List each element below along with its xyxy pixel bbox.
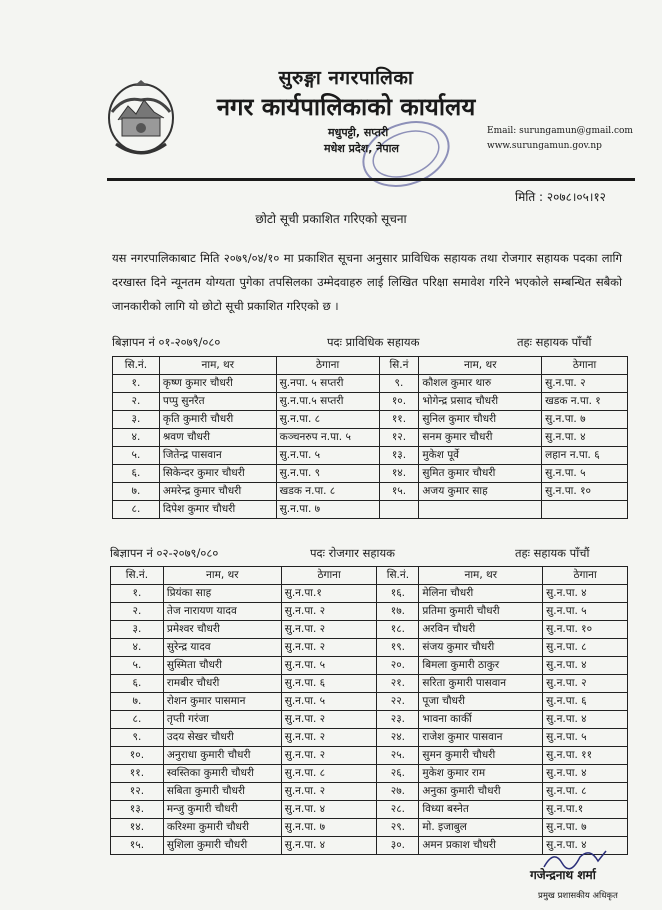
- table-cell: सुरेन्द्र यादव: [163, 639, 281, 657]
- table-cell: २४.: [377, 729, 419, 747]
- table-cell: १३.: [379, 447, 419, 465]
- table-cell: २१.: [377, 675, 419, 693]
- table-cell: सु.न.पा. ७: [276, 501, 379, 519]
- table-cell: सु.नपा. ५ सप्तरी: [276, 375, 379, 393]
- table-cell: सु.न.पा. ५: [543, 603, 628, 621]
- table-row: [111, 603, 628, 621]
- table-cell: तेज नारायण यादव: [163, 603, 281, 621]
- table-cell: सु.न.पा.१: [281, 585, 377, 603]
- table-cell: सु.न.पा. २: [543, 675, 628, 693]
- table-cell: सु.न.पा. ९: [276, 465, 379, 483]
- column-header: ठेगाना: [543, 567, 628, 585]
- table-cell: कञ्चनरुप न.पा. ५: [276, 429, 379, 447]
- table-row: [111, 585, 628, 603]
- table-cell: २७.: [377, 783, 419, 801]
- table-cell: सु.न.पा. १०: [543, 621, 628, 639]
- table-cell: जितेन्द्र पासवान: [159, 447, 276, 465]
- table-cell: अनुका कुमारी चौधरी: [419, 783, 543, 801]
- table-cell: सु.न.पा. ६: [281, 675, 377, 693]
- table-row: [111, 657, 628, 675]
- table-cell: सु.न.पा. ८: [281, 765, 377, 783]
- table-cell: सु.न.पा. ५: [276, 447, 379, 465]
- notice-body: यस नगरपालिकाबाट मिति २०७९/०४/१० मा प्रकाशित सूचना अनुसार प्राविधिक सहायक तथा रोजगार सहायक पदका लागि दरखास्त दिने न्यूनतम योग्यता पुगेका तपसिलका उम्मेदवाहरु लाई लिखित परिक्षा समावेश गरिने भएकोले सम्बन्धित सबैको जानकारीको लागि यो छोटो सूची प्रकाशित गरिएको छ ।: [112, 251, 622, 313]
- table-cell: १३.: [111, 801, 164, 819]
- table-cell: सुमित कुमार चौधरी: [419, 465, 542, 483]
- table2-level: तहः सहायक पाँचौं: [515, 546, 590, 560]
- column-header: सि.नं.: [377, 567, 419, 585]
- organization-name: सुरुङ्गा नगरपालिका: [278, 67, 414, 89]
- table2-ad-number: बिज्ञापन नं ०२-२०७९/०८०: [110, 546, 219, 560]
- table-cell: सु.न.पा. ४: [543, 837, 628, 855]
- table-cell: २५.: [377, 747, 419, 765]
- table2-shortlist: [110, 566, 628, 855]
- table-cell: ८.: [111, 711, 164, 729]
- table-cell: स्वस्तिका कुमारी चौधरी: [163, 765, 281, 783]
- table-cell: तृप्ती गरंजा: [163, 711, 281, 729]
- table-cell: सु.न.पा. २: [281, 639, 377, 657]
- notice-date: मिति : २०७८।०५।१२: [515, 190, 606, 204]
- table-cell: उदय सेखर चौधरी: [163, 729, 281, 747]
- table-cell: सु.न.पा. ४: [281, 801, 377, 819]
- signatory-name: गजेन्द्रनाथ शर्मा: [530, 868, 596, 882]
- table-cell: संजय कुमार चौधरी: [419, 639, 543, 657]
- table-cell: ३०.: [377, 837, 419, 855]
- table1-level: तहः सहायक पाँचौं: [517, 335, 592, 349]
- column-header: ठेगाना: [276, 357, 379, 375]
- table-cell: रोशन कुमार पासमान: [163, 693, 281, 711]
- table-cell: पूजा चौधरी: [419, 693, 543, 711]
- table-row: [111, 747, 628, 765]
- table-cell: विध्या बस्नेत: [419, 801, 543, 819]
- table-cell: सु.न.पा. ७: [542, 411, 628, 429]
- table-cell: सु.न.पा. ६: [543, 693, 628, 711]
- table-cell: सु.न.पा. ८: [543, 639, 628, 657]
- table2-header-row: [111, 567, 628, 585]
- table-row: [111, 639, 628, 657]
- table-cell: [419, 501, 542, 519]
- table-cell: सु.न.पा. २: [281, 603, 377, 621]
- column-header: नाम, थर: [419, 357, 542, 375]
- table-cell: १०.: [379, 393, 419, 411]
- table-row: [111, 693, 628, 711]
- column-header: नाम, थर: [419, 567, 543, 585]
- table-cell: सबिता कुमारी चौधरी: [163, 783, 281, 801]
- table1-shortlist: [112, 356, 628, 519]
- table-cell: १८.: [377, 621, 419, 639]
- table-cell: भावना कार्की: [419, 711, 543, 729]
- table-cell: ५.: [113, 447, 160, 465]
- column-header: नाम, थर: [163, 567, 281, 585]
- table-cell: सनम कुमार चौधरी: [419, 429, 542, 447]
- table1-header-row: [113, 357, 628, 375]
- table-row: [111, 819, 628, 837]
- table-cell: २.: [111, 603, 164, 621]
- table-cell: सुस्मिता चौधरी: [163, 657, 281, 675]
- table-row: [113, 393, 628, 411]
- table-cell: सु.न.पा. ८: [276, 411, 379, 429]
- website-text: www.surungamun.gov.np: [487, 141, 602, 151]
- table-cell: १४.: [111, 819, 164, 837]
- table-cell: कौशल कुमार थारु: [419, 375, 542, 393]
- table-cell: सुशिला कुमारी चौधरी: [163, 837, 281, 855]
- table-cell: सिकेन्दर कुमार चौधरी: [159, 465, 276, 483]
- table-row: [111, 765, 628, 783]
- table-cell: ६.: [113, 465, 160, 483]
- table-row: [111, 783, 628, 801]
- table-cell: मो. इजाबुल: [419, 819, 543, 837]
- table-cell: ३.: [111, 621, 164, 639]
- table-cell: मन्जु कुमारी चौधरी: [163, 801, 281, 819]
- notice-subject: छोटो सूची प्रकाशित गरिएको सूचना: [255, 212, 407, 226]
- table-row: [111, 675, 628, 693]
- column-header: नाम, थर: [159, 357, 276, 375]
- table-cell: ११.: [379, 411, 419, 429]
- table-row: [113, 429, 628, 447]
- column-header: ठेगाना: [542, 357, 628, 375]
- table-cell: मुकेश पूर्वे: [419, 447, 542, 465]
- table-cell: सु.न.पा. ४: [281, 837, 377, 855]
- table-cell: ३.: [113, 411, 160, 429]
- table-cell: ७.: [113, 483, 160, 501]
- table-cell: भोगेन्द्र प्रसाद चौधरी: [419, 393, 542, 411]
- table-row: [113, 411, 628, 429]
- table-cell: २०.: [377, 657, 419, 675]
- address-line-2: मधेश प्रदेश, नेपाल: [324, 142, 399, 155]
- table-cell: अरविन चौधरी: [419, 621, 543, 639]
- column-header: ठेगाना: [281, 567, 377, 585]
- table-cell: सुमन कुमारी चौधरी: [419, 747, 543, 765]
- column-header: सि.नं: [379, 357, 419, 375]
- table-row: [113, 465, 628, 483]
- table-cell: १४.: [379, 465, 419, 483]
- table-cell: दिपेश कुमार चौधरी: [159, 501, 276, 519]
- table-row: [113, 501, 628, 519]
- table-cell: श्रवण चौधरी: [159, 429, 276, 447]
- table-cell: १५.: [111, 837, 164, 855]
- table-cell: [542, 501, 628, 519]
- table-cell: अजय कुमार साह: [419, 483, 542, 501]
- table-cell: सु.न.पा. ४: [543, 711, 628, 729]
- column-header: सि.नं.: [111, 567, 164, 585]
- table-cell: सु.न.पा.१: [543, 801, 628, 819]
- table-cell: लहान न.पा. ६: [542, 447, 628, 465]
- table2-post: पदः रोजगार सहायक: [310, 546, 396, 560]
- table-cell: सु.न.पा. ४: [543, 765, 628, 783]
- table-cell: सु.न.पा.५ सप्तरी: [276, 393, 379, 411]
- table-cell: सु.न.पा. १०: [542, 483, 628, 501]
- table-row: [113, 375, 628, 393]
- table-cell: ४.: [113, 429, 160, 447]
- table-cell: अमन प्रकाश चौधरी: [419, 837, 543, 855]
- table-cell: सु.न.पा. ११: [543, 747, 628, 765]
- table-cell: सु.न.पा. ५: [281, 693, 377, 711]
- table-cell: सु.न.पा. ८: [543, 783, 628, 801]
- table-cell: १७.: [377, 603, 419, 621]
- table-cell: १२.: [111, 783, 164, 801]
- table-cell: अमरेन्द्र कुमार चौधरी: [159, 483, 276, 501]
- table-cell: सु.न.पा. २: [281, 783, 377, 801]
- table-cell: २९.: [377, 819, 419, 837]
- table-cell: १.: [113, 375, 160, 393]
- table-cell: [379, 501, 419, 519]
- table-row: [111, 801, 628, 819]
- table-cell: करिश्मा कुमारी चौधरी: [163, 819, 281, 837]
- table-cell: कृति कुमारी चौधरी: [159, 411, 276, 429]
- table-row: [113, 483, 628, 501]
- table-cell: ७.: [111, 693, 164, 711]
- table-cell: ११.: [111, 765, 164, 783]
- table-cell: ८.: [113, 501, 160, 519]
- table-row: [111, 729, 628, 747]
- column-header: सि.नं.: [113, 357, 160, 375]
- table-cell: ९.: [111, 729, 164, 747]
- table-cell: १६.: [377, 585, 419, 603]
- table-cell: १०.: [111, 747, 164, 765]
- table-cell: सु.न.पा. २: [281, 729, 377, 747]
- table-cell: सु.न.पा. ५: [281, 657, 377, 675]
- table-row: [111, 621, 628, 639]
- table-cell: २३.: [377, 711, 419, 729]
- table-cell: १५.: [379, 483, 419, 501]
- table1-post: पदः प्राविधिक सहायक: [327, 335, 420, 349]
- table-cell: १.: [111, 585, 164, 603]
- table-cell: २२.: [377, 693, 419, 711]
- table-cell: सुनिल कुमार चौधरी: [419, 411, 542, 429]
- contact-block: [487, 124, 633, 154]
- table-cell: अनुराधा कुमारी चौधरी: [163, 747, 281, 765]
- table-cell: प्रतिमा कुमारी चौधरी: [419, 603, 543, 621]
- table-cell: ६.: [111, 675, 164, 693]
- table-cell: खडक न.पा. १: [542, 393, 628, 411]
- table-cell: राजेश कुमार पासवान: [419, 729, 543, 747]
- table-cell: २६.: [377, 765, 419, 783]
- header-divider: [107, 178, 635, 181]
- email-text: Email: surungamun@gmail.com: [487, 126, 633, 136]
- table-cell: खडक न.पा. ८: [276, 483, 379, 501]
- table-cell: प्रमेश्वर चौधरी: [163, 621, 281, 639]
- signatory-title: प्रमुख प्रशासकीय अधिकृत: [538, 891, 618, 901]
- table-cell: सु.न.पा. ४: [542, 429, 628, 447]
- table-cell: सु.न.पा. २: [542, 375, 628, 393]
- table-cell: कृष्ण कुमार चौधरी: [159, 375, 276, 393]
- table-cell: मेलिना चौधरी: [419, 585, 543, 603]
- table-cell: सु.न.पा. २: [281, 747, 377, 765]
- address-line-1: मधुपट्टी, सप्तरी: [328, 126, 389, 139]
- office-name: नगर कार्यपालिकाको कार्यालय: [216, 93, 476, 121]
- table-cell: २८.: [377, 801, 419, 819]
- table-cell: २.: [113, 393, 160, 411]
- table-cell: सरिता कुमारी पासवान: [419, 675, 543, 693]
- table-cell: सु.न.पा. ७: [281, 819, 377, 837]
- table-cell: सु.न.पा. ७: [543, 819, 628, 837]
- table-cell: सु.न.पा. ४: [543, 585, 628, 603]
- table-cell: ४.: [111, 639, 164, 657]
- table-cell: सु.न.पा. ४: [543, 657, 628, 675]
- table-cell: ५.: [111, 657, 164, 675]
- table1-ad-number: बिज्ञापन नं ०१-२०७९/०८०: [112, 335, 221, 349]
- table-cell: प्रियंका साह: [163, 585, 281, 603]
- table-cell: १२.: [379, 429, 419, 447]
- table-cell: बिमला कुमारी ठाकुर: [419, 657, 543, 675]
- table-cell: पप्पु सुनरैत: [159, 393, 276, 411]
- office-stamp-icon: [356, 106, 456, 206]
- table-row: [111, 711, 628, 729]
- table-cell: सु.न.पा. ५: [543, 729, 628, 747]
- table-cell: सु.न.पा. २: [281, 711, 377, 729]
- table-row: [113, 447, 628, 465]
- table-cell: रामबीर चौधरी: [163, 675, 281, 693]
- table-cell: मुकेश कुमार राम: [419, 765, 543, 783]
- table-cell: सु.न.पा. ५: [542, 465, 628, 483]
- table-cell: सु.न.पा. २: [281, 621, 377, 639]
- table-cell: १९.: [377, 639, 419, 657]
- table-cell: ९.: [379, 375, 419, 393]
